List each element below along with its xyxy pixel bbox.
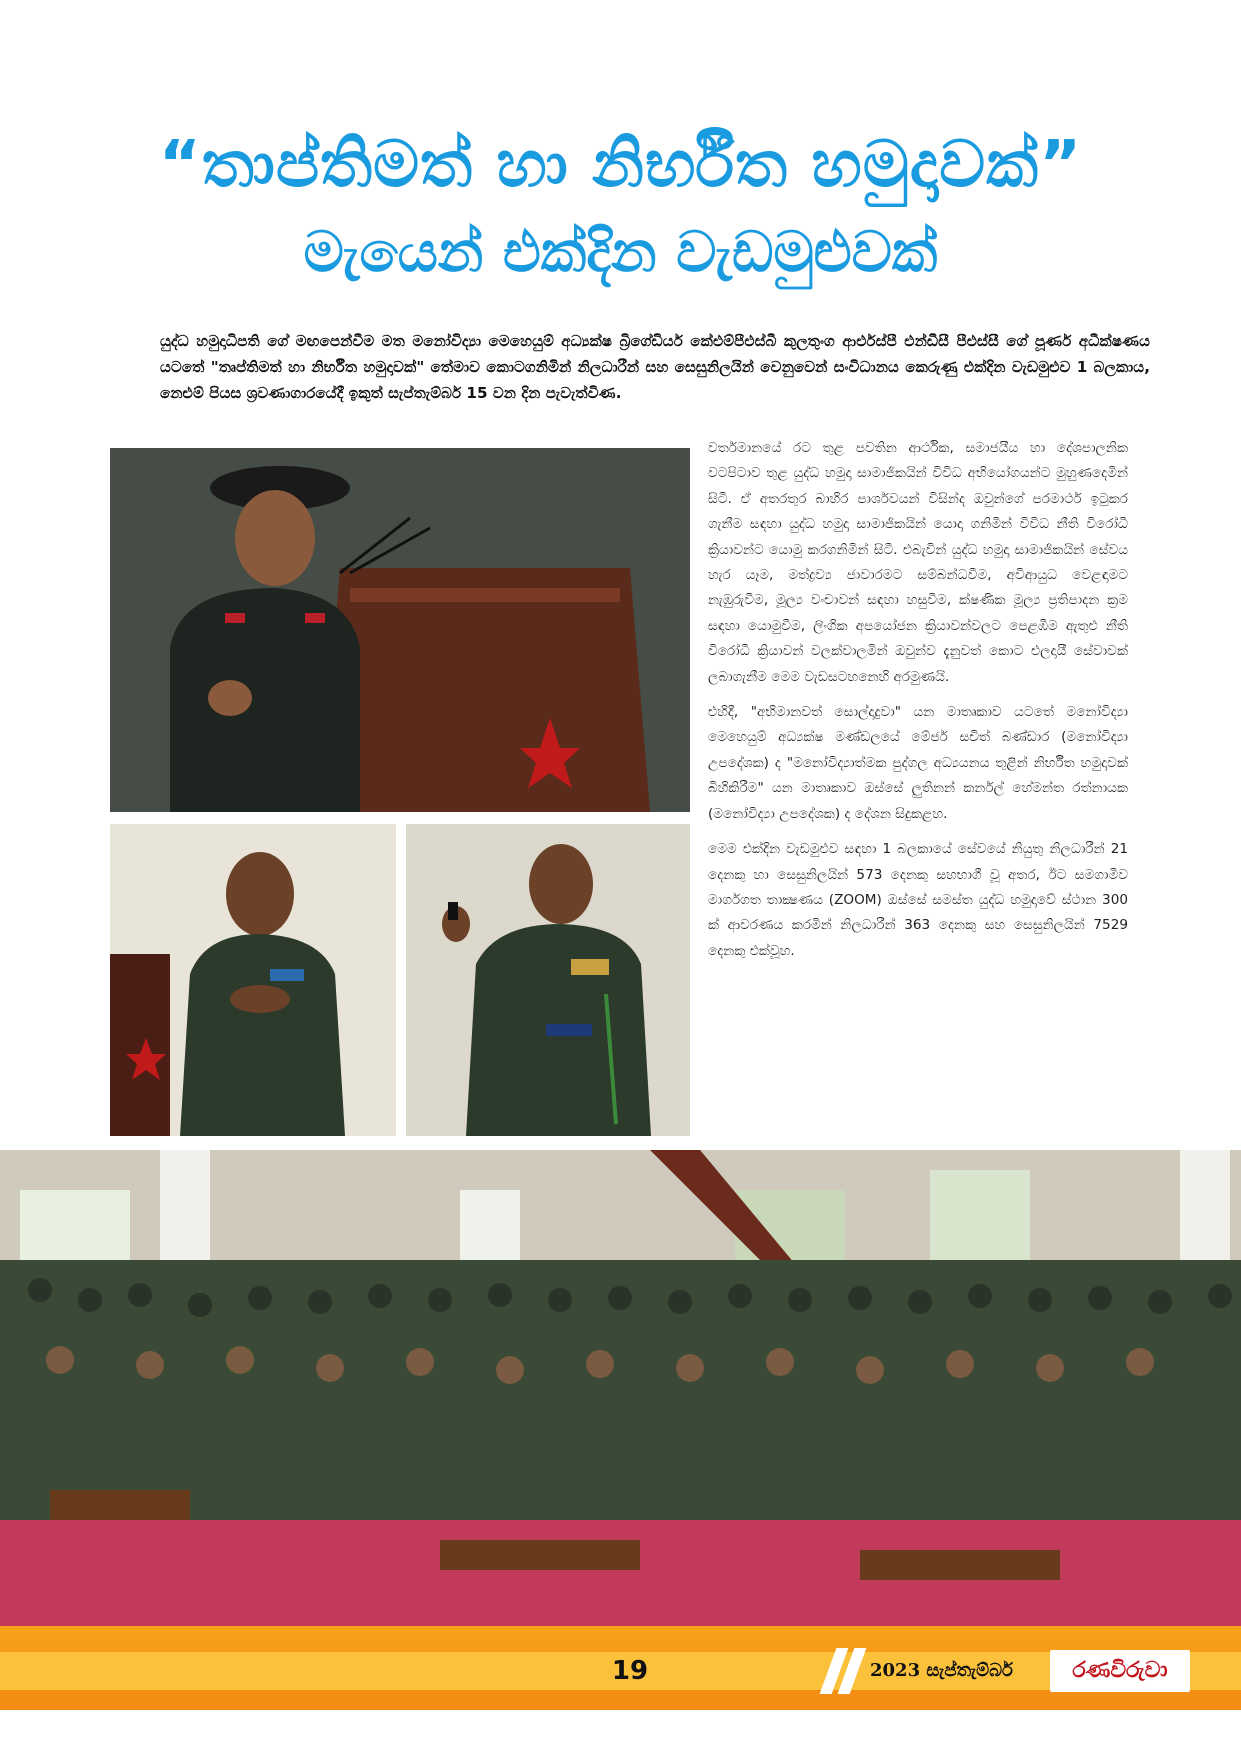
magazine-masthead: රණවිරුවා (1050, 1650, 1190, 1692)
issue-date: 2023 සැප්තැම්බර් (870, 1660, 1013, 1681)
body-paragraph-1: වර්තමානයේ රට තුළ පවතින ආර්ථික, සමාජයීය හා දේශපාලනික වටපිටාව තුළ යුද්ධ හමුදා සාමාජිකයින් විවිධ අභියෝගයන්ට මුහුණදෙමින් සිටී. ඒ අතරතුර බාහිර පාර්ශවයන් විසින්ද ඔවුන්ගේ පරමාර්ථ ඉටුකර ගැනීම සඳහා යුද්ධ හමුදා සාමාජිකයින් යොදා ගනිමින් විවිධ නීති විරෝධී ක්‍රියාවන්ට යොමු කරගනිමින් සිටී. එබැවින් යුද්ධ හමුදා සාමාජිකයින් සේවය හැර යෑම, මත්ද්‍රව්‍ය ජාවාරමට සම්බන්ධවීම, අවිආයුධ වෙළඳාමට නැඹුරුවීම, මූල්‍ය වංචාවන් සඳහා හසුවීම, ක්ෂණික මූල්‍ය ප්‍රතිපාදන ක්‍රම සඳහා යොමුවීම, ලිංගික අපයෝජන ක්‍රියාවන්වලට පෙළඹීම ඇතුළු නීති විරෝධී ක්‍රියාවන් වලක්වාලමින් ඔවුන්ව දැනුවත් කොට එලදායී සේවාවක් ලබාගැනීම මෙම වැඩසටහනෙහි අරමුණයි. (708, 440, 1128, 685)
photo-speaker-lt-colonel (406, 824, 690, 1136)
photo-speaker-major (110, 824, 396, 1136)
article-intro: යුද්ධ හමුදාධිපති ගේ මඟපෙන්වීම මත මනෝවිද්‍යා මෙහෙයුම් අධ්‍යක්ෂ බ්‍රිගේඩියර් කේඑම්පීඑස්බී කුලතුංග ආර්එස්පී එන්ඩීසී පීඑස්සී ගේ පූර්ණ අධීක්ෂණය යටතේ "තෘප්තිමත් හා නිර්භීත හමුදාවක්" තේමාව කොටගනිමින් නිලධාරීන් සහ සෙසුනිලයින් වෙනුවෙන් සංවිධානය කෙරුණු එක්දින වැඩමුළුව 1 බලකාය, නෙළුම් පියස ශ්‍රවණාගාරයේදී ඉකුත් සැප්තැම්බර් 15 වන දින පැවැත්විණ. (160, 332, 1150, 402)
article-title-line-2: මැයෙන් එක්දින වැඩමුළුවක් (303, 220, 938, 285)
article-title-line-1: “තාප්තිමත් හා නිර්භීත හමුදාවක්” (158, 128, 1083, 202)
photo-audience-auditorium (0, 1150, 1241, 1626)
page-number: 19 (611, 1656, 649, 1686)
article-body (708, 436, 1128, 974)
body-paragraph-2: එහිදී, "අභිමානවත් සොල්දාදුවා" යන මාතෘකාව යටතේ මනෝවිද්‍යා මෙහෙයුම් අධ්‍යක්ෂ මණ්ඩලයේ මේජර් සචිත් බණ්ඩාර (මනෝවිද්‍යා උපදේශක) ද "මනෝවිද්‍යාත්මක පුද්ගල අධ්‍යයනය තුළින් නිර්භීත හමුදාවක් බිහිකිරීම" යන මාතෘකාව ඔස්සේ ලුතිනන් කර්නල් හේමන්ත රත්නායක (මනෝවිද්‍යා උපදේශක) ද දේශන සිදුකළහ. (708, 704, 1128, 822)
photo-speaker-at-podium (110, 448, 690, 812)
body-paragraph-3: මෙම එක්දින වැඩමුළුව සඳහා 1 බලකායේ සේවයේ නියුතු නිලධාරීන් 21 දෙනකු හා සෙසුනිලයින් 573 දෙනකු සහභාගී වූ අතර, ඊට සමගාමීව මාර්ගගත තාක්‍ෂණය (ZOOM) ඔස්සේ සමස්ත යුද්ධ හමුදාවේ ස්ථාන 300 ක් ආවරණය කරමින් නිලධාරීන් 363 දෙනකු සහ සෙසුනිලයින් 7529 දෙනකු එක්වූහ. (708, 841, 1128, 959)
